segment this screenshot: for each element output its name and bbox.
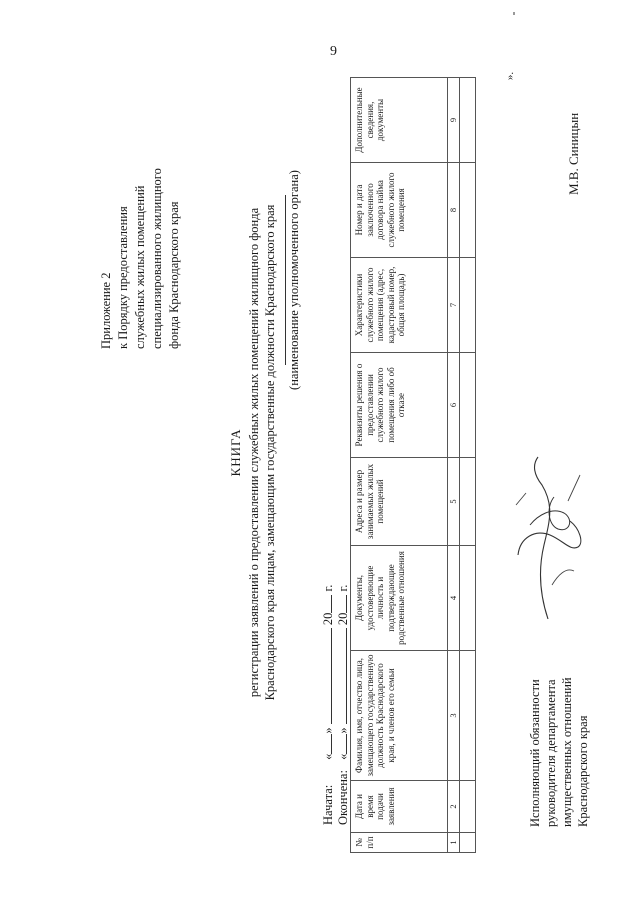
- start-date-line: [321, 585, 336, 825]
- column-number: 5: [447, 458, 459, 546]
- header-cell: Номер и дата заключенного договора найма служебного жилого помещения: [351, 163, 448, 258]
- document-subtitle: [246, 0, 278, 905]
- close-quote: »: [321, 727, 335, 734]
- signer-title-line: имущественных отношений: [560, 677, 574, 827]
- document-heading: КНИГА: [228, 428, 243, 477]
- year-suffix: г.: [321, 584, 335, 592]
- start-date-label: Начата:: [321, 784, 335, 825]
- empty-cell: [459, 258, 475, 353]
- year-blank: [336, 595, 347, 613]
- header-cell: Адреса и размер занимаемых жилых помещений: [351, 458, 448, 546]
- empty-cell: [459, 781, 475, 833]
- column-number: 7: [447, 258, 459, 353]
- organ-caption: (наименование уполномоченного органа): [287, 170, 301, 390]
- header-cell: № п/п: [351, 833, 448, 853]
- month-blank: [336, 628, 347, 724]
- appendix-line: служебных жилых помещений: [133, 185, 147, 349]
- closing-quote-mark: ».: [504, 71, 517, 81]
- organ-name-line: [285, 195, 286, 365]
- header-cell: Дата и время подачи заявления: [351, 781, 448, 833]
- appendix-line: фонда Краснодарского края: [167, 201, 181, 349]
- column-number: 3: [447, 651, 459, 781]
- appendix-block: [98, 168, 183, 349]
- empty-cell: [459, 651, 475, 781]
- empty-cell: [459, 353, 475, 458]
- page-number: 9: [330, 44, 337, 59]
- column-number: 2: [447, 781, 459, 833]
- appendix-line: к Порядку предоставления: [116, 206, 130, 349]
- column-number: 1: [447, 833, 459, 853]
- year-blank: [321, 595, 332, 613]
- open-quote: «: [336, 753, 350, 760]
- close-quote: »: [336, 727, 350, 734]
- header-cell: Дополнительные сведения, документы: [351, 78, 448, 163]
- day-blank: [321, 734, 332, 754]
- subtitle-line-1: регистрации заявлений о предоставлении служебных жилых помещений жилищного фонда: [247, 207, 261, 698]
- empty-cell: [459, 546, 475, 651]
- day-blank: [336, 734, 347, 754]
- month-blank: [321, 628, 332, 724]
- column-number: 6: [447, 353, 459, 458]
- registration-table: [350, 77, 476, 853]
- year-suffix: г.: [336, 584, 350, 592]
- column-number: 9: [447, 78, 459, 163]
- column-number: 4: [447, 546, 459, 651]
- end-date-line: [336, 585, 351, 825]
- empty-cell: [459, 163, 475, 258]
- table-header-row: [351, 78, 448, 853]
- header-cell: Фамилия, имя, отчество лица, замещающего государственную должность Краснодарского края, и членов его семьи: [351, 651, 448, 781]
- subtitle-line-2: Краснодарского края лицам, замещающим государственные должности Краснодарского края: [263, 204, 277, 701]
- empty-row: [459, 78, 475, 853]
- column-number: 8: [447, 163, 459, 258]
- signer-name: М.В. Синицын: [566, 112, 581, 195]
- signer-title-block: [527, 677, 591, 827]
- empty-cell: [459, 458, 475, 546]
- signer-title-line: руководителя департамента: [544, 679, 558, 827]
- appendix-line: Приложение 2: [99, 272, 113, 349]
- column-number-row: [447, 78, 459, 853]
- header-cell: Реквизиты решения о предоставлении служебного жилого помещения либо об отказе: [351, 353, 448, 458]
- empty-cell: [459, 833, 475, 853]
- open-quote: «: [321, 753, 335, 760]
- end-date-label: Окончена:: [336, 770, 350, 825]
- year-prefix: 20: [336, 612, 350, 626]
- year-prefix: 20: [321, 612, 335, 626]
- signer-title-line: Исполняющий обязанности: [528, 679, 542, 827]
- handwritten-signature: [508, 445, 588, 625]
- signer-title-line: Краснодарского края: [576, 715, 590, 827]
- empty-cell: [459, 78, 475, 163]
- header-cell: Характеристики служебного жилого помещения (адрес, кадастровый номер, общая площадь): [351, 258, 448, 353]
- appendix-line: специализированного жилищного: [150, 168, 164, 349]
- header-cell: Документы, удостоверяющие личность и подтверждающие родственные отношения: [351, 546, 448, 651]
